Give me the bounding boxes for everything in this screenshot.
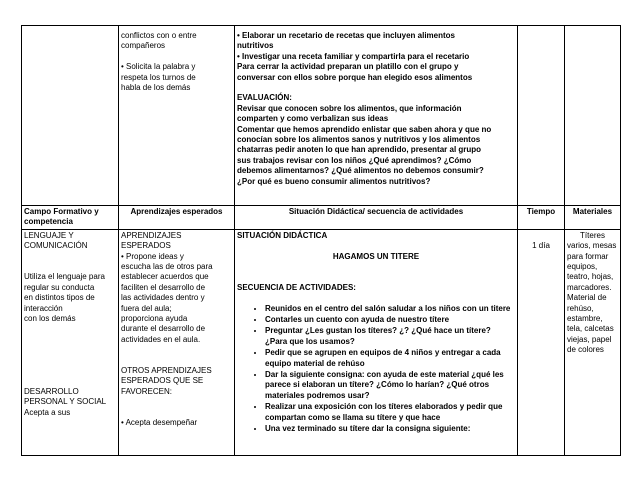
text-line: conocían sobre los alimentos sanos y nutritivos y los alimentos xyxy=(237,135,481,145)
list-item: • Contarles un cuento con ayuda de nuestro títere xyxy=(265,315,515,325)
text-line: Utiliza el lenguaje para xyxy=(24,272,105,282)
list-item: • Realizar una exposición con los títeres elaborados y pedir que compartan como se llama su títere y que hace xyxy=(265,402,515,423)
header-materiales: Materiales xyxy=(565,206,621,230)
table-cell xyxy=(565,26,621,206)
list-item: • Preguntar ¿Les gustan los títeres? ¿? ¿Qué hace un títere? ¿Para que los usamos? xyxy=(265,326,515,347)
text-line: estambre, xyxy=(567,314,603,324)
text-line: FAVORECEN: xyxy=(121,386,172,396)
header-aprendizajes: Aprendizajes esperados xyxy=(119,206,235,230)
text-line: • Propone ideas y xyxy=(121,251,184,261)
table-header-row xyxy=(22,206,621,230)
tiempo-value: 1 día xyxy=(532,241,550,251)
list-item: • Dar la siguiente consigna: con ayuda de este material ¿qué les parece si elaboran un títere? ¿Cómo lo harían? ¿Qué otros materiales podremos usar? xyxy=(265,370,515,401)
text-line: con los demás xyxy=(24,314,76,324)
text-line: durante el desarrollo de xyxy=(121,324,206,334)
text-line: nutritivos xyxy=(237,41,274,51)
text-line: habla de los demás xyxy=(121,83,191,93)
text-line: LENGUAJE Y xyxy=(24,230,74,240)
table-cell xyxy=(235,26,518,206)
text-line: respeta los turnos de xyxy=(121,72,196,82)
text-line: DESARROLLO xyxy=(24,386,79,396)
text-line: • Solicita la palabra y xyxy=(121,62,196,72)
text-line: faciliten el desarrollo de xyxy=(121,282,206,292)
text-line: tela, calcetas xyxy=(567,324,614,334)
text-line: proporciona ayuda xyxy=(121,314,188,324)
text-line: marcadores. xyxy=(567,282,612,292)
text-line: Acepta a sus xyxy=(24,407,71,417)
header-campo-formativo: Campo Formativo y competencia xyxy=(22,206,119,230)
table-cell xyxy=(22,229,119,455)
text-line: ESPERADOS QUE SE xyxy=(121,376,204,386)
text-line: rehúso, xyxy=(567,303,594,313)
table-cell xyxy=(22,26,119,206)
text-line: escucha las de otros para xyxy=(121,262,213,272)
text-line: regular su conducta xyxy=(24,282,95,292)
text-line: sus trabajos revisar con los niños ¿Qué aprendimos? ¿Cómo xyxy=(237,155,472,165)
evaluation-heading: EVALUACIÓN: xyxy=(237,93,292,103)
text-line: para formar xyxy=(567,251,609,261)
table-cell xyxy=(565,229,621,455)
text-line: PERSONAL Y SOCIAL xyxy=(24,397,107,407)
text-line: APRENDIZAJES xyxy=(121,230,182,240)
text-line: conversar con ellos sobre porque han elegido esos alimentos xyxy=(237,72,473,82)
text-line: interacción xyxy=(24,303,63,313)
text-line: compañeros xyxy=(121,41,166,51)
text-line: conflictos con o entre xyxy=(121,31,197,40)
text-line: en distintos tipos de xyxy=(24,293,95,303)
text-line: debemos alimentarnos? ¿Qué alimentos no debemos consumir? xyxy=(237,166,484,176)
text-line: OTROS APRENDIZAJES xyxy=(121,366,212,376)
list-item: • Reunidos en el centro del salón saludar a los niños con un titere xyxy=(265,304,515,314)
planning-table xyxy=(21,25,621,456)
text-line: de colores xyxy=(567,345,604,355)
table-cell xyxy=(119,26,235,206)
header-situacion: Situación Didáctica/ secuencia de actividades xyxy=(235,206,518,230)
text-line: Títeres xyxy=(580,230,605,240)
list-item: • Pedir que se agrupen en equipos de 4 niños y entregar a cada equipo material de rehúso xyxy=(265,348,515,369)
table-row xyxy=(22,229,621,455)
header-tiempo: Tiempo xyxy=(518,206,565,230)
text-line: equipos, xyxy=(567,262,598,272)
activities-list xyxy=(237,304,515,435)
text-line: las actividades dentro y xyxy=(121,293,205,303)
text-line: Material de xyxy=(567,293,607,303)
text-line: Comentar que hemos aprendido enlistar que saben ahora y que no xyxy=(237,124,492,134)
table-cell xyxy=(518,229,565,455)
table-cell xyxy=(235,229,518,455)
text-line: • Acepta desempeñar xyxy=(121,418,198,428)
text-line: viejas, papel xyxy=(567,334,612,344)
text-line: teatro, hojas, xyxy=(567,272,614,282)
text-line: Para cerrar la actividad preparan un platillo con el grupo y xyxy=(237,62,459,72)
text-line: fuera del aula; xyxy=(121,303,172,313)
secuencia-title: SECUENCIA DE ACTIVIDADES: xyxy=(237,282,356,292)
text-line: establecer acuerdos que xyxy=(121,272,209,282)
situacion-title: SITUACIÓN DIDÁCTICA xyxy=(237,230,328,240)
text-line: • Investigar una receta familiar y compartirla para el recetario xyxy=(237,51,470,61)
text-line: comparten y como verbalizan sus ideas xyxy=(237,114,389,124)
table-cell xyxy=(518,26,565,206)
text-line: actividades en el aula. xyxy=(121,334,201,344)
table-row xyxy=(22,26,621,206)
text-line: chatarras pedir anoten lo que han aprendido, presentar al grupo xyxy=(237,145,482,155)
text-line: • Elaborar un recetario de recetas que incluyen alimentos xyxy=(237,31,455,40)
text-line: ¿Por qué es bueno consumir alimentos nutritivos? xyxy=(237,176,431,186)
list-item: • Una vez terminado su títere dar la consigna siguiente: xyxy=(265,424,515,434)
text-line: ESPERADOS xyxy=(121,241,171,251)
text-line: Revisar que conocen sobre los alimentos, que información xyxy=(237,103,462,113)
situacion-name: HAGAMOS UN TITERE xyxy=(332,251,420,261)
table-cell xyxy=(119,229,235,455)
text-line: COMUNICACIÓN xyxy=(24,241,88,251)
text-line: varios, mesas xyxy=(567,241,617,251)
